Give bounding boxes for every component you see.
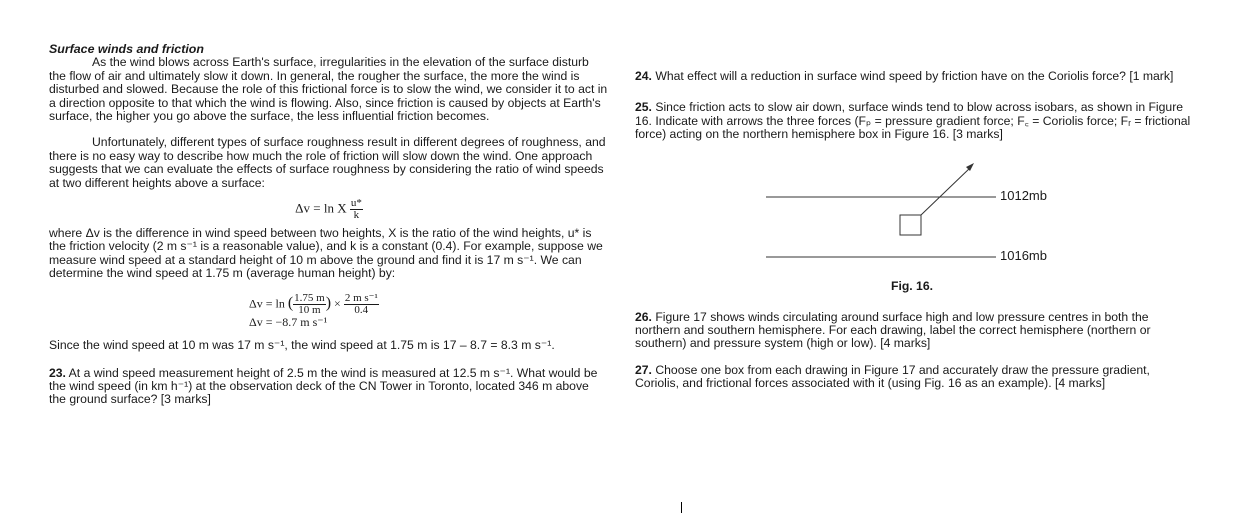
question-26-text: Figure 17 shows winds circulating around surface high and low pressure centres in both the northern and southern hemisphere. For each drawing, label the correct hemisphere (northern or southern) and pressure system (high or low). [4 marks] <box>635 309 1151 351</box>
right-column <box>635 70 1195 391</box>
calc-times: × <box>334 295 341 310</box>
figure-16-caption: Fig. 16. <box>891 278 933 293</box>
calc-result: Δv = −8.7 m s⁻¹ <box>249 314 328 329</box>
question-23-number: 23. <box>49 365 66 380</box>
section-heading: Surface winds and friction <box>49 42 204 56</box>
question-25-number: 25. <box>635 100 652 115</box>
left-column <box>49 43 609 407</box>
calc-fraction-2 <box>344 293 379 316</box>
calc-den-2: 0.4 <box>354 303 369 316</box>
isobar-label-1016: 1016mb <box>1000 247 1047 263</box>
question-25 <box>635 101 1195 141</box>
variables-paragraph: where Δv is the difference in wind speed between two heights, X is the ratio of the wind heights, u* is the friction velocity (2 m s⁻¹ is a reasonable value), and k is a constant (0.4). For example, suppose we measure wind speed at a standard height of 10 m above the ground and find it is 17 m s⁻¹. We can determine the wind speed at 1.75 m (average human height) by: <box>49 226 603 281</box>
question-27-number: 27. <box>635 362 652 377</box>
calc-num-1: 1.75 m <box>294 291 325 304</box>
example-calculation: Δv = ln ( $\frac{1.75 m}{10 m}$ ) × $\frac{\text{2 m s⁻¹}}{0.4}$ Δv = −8.7 m s⁻¹ <box>249 293 609 329</box>
isobar-label-1012: 1012mb <box>1000 187 1047 203</box>
figure-16-drawing <box>635 142 1195 272</box>
formula-lhs: Δv = ln X <box>295 200 347 216</box>
result-paragraph: Since the wind speed at 10 m was 17 m s⁻¹, the wind speed at 1.75 m is 17 – 8.7 = 8.3 m s⁻¹. <box>49 338 555 353</box>
question-26-number: 26. <box>635 309 652 324</box>
question-27 <box>635 364 1195 391</box>
formula-fraction <box>350 198 363 221</box>
question-23 <box>49 367 609 407</box>
question-27-text: Choose one box from each drawing in Figure 17 and accurately draw the pressure gradient, Coriolis, and frictional forces associated with it (using Fig. 16 as an example). [4 marks] <box>635 362 1150 391</box>
calc-fraction-1 <box>293 293 326 316</box>
question-24-text: What effect will a reduction in surface wind speed by friction have on the Coriolis force? [1 mark] <box>655 69 1174 83</box>
wind-formula <box>49 198 609 221</box>
question-24 <box>635 70 1195 83</box>
roughness-paragraph: Unfortunately, different types of surface roughness result in different degrees of roughness, and there is no easy way to describe how much the role of friction will slow down the wind. One approach suggests that we can evaluate the effects of surface roughness by considering the ratio of wind speeds at two different heights above a surface: <box>49 135 606 190</box>
text-cursor <box>681 502 682 513</box>
figure-16 <box>635 142 1195 297</box>
northern-hemisphere-box[interactable] <box>900 215 921 235</box>
question-24-number: 24. <box>635 69 652 83</box>
wind-arrowhead <box>966 163 974 171</box>
intro-paragraph: As the wind blows across Earth's surface, irregularities in the elevation of the surface disturb the flow of air and ultimately slow it down. In general, the rougher the surface, the more the wind is disturbed and slowed. Because the role of this frictional force is to slow the wind, we consider it to act in a direction opposite to that which the wind is flowing. Also, since friction is caused by objects at Earth's surface, the higher you go above the surface, the less influential friction becomes. <box>49 55 608 124</box>
calc-num-2: 2 m s⁻¹ <box>344 291 378 304</box>
calc-den-1: 10 m <box>298 303 321 316</box>
wind-direction-line <box>921 167 971 215</box>
calc-lhs: Δv = ln <box>249 295 285 310</box>
question-25-text: Since friction acts to slow air down, surface winds tend to blow across isobars, as shown in Figure 16. Indicate with arrows the three forces (Fₚ = pressure gradient force; F꜀ = Coriolis force; Fᵣ = frictional force) acting on the northern hemisphere box in Figure 16. [3 marks] <box>635 100 1191 142</box>
question-26 <box>635 311 1195 351</box>
formula-numerator: u* <box>350 197 362 210</box>
formula-denominator: k <box>353 209 360 222</box>
question-23-text: At a wind speed measurement height of 2.5 m the wind is measured at 12.5 m s⁻¹. What would be the wind speed (in km h⁻¹) at the observation deck of the CN Tower in Toronto, located 346 m above the ground surface? [3 marks] <box>49 365 598 407</box>
